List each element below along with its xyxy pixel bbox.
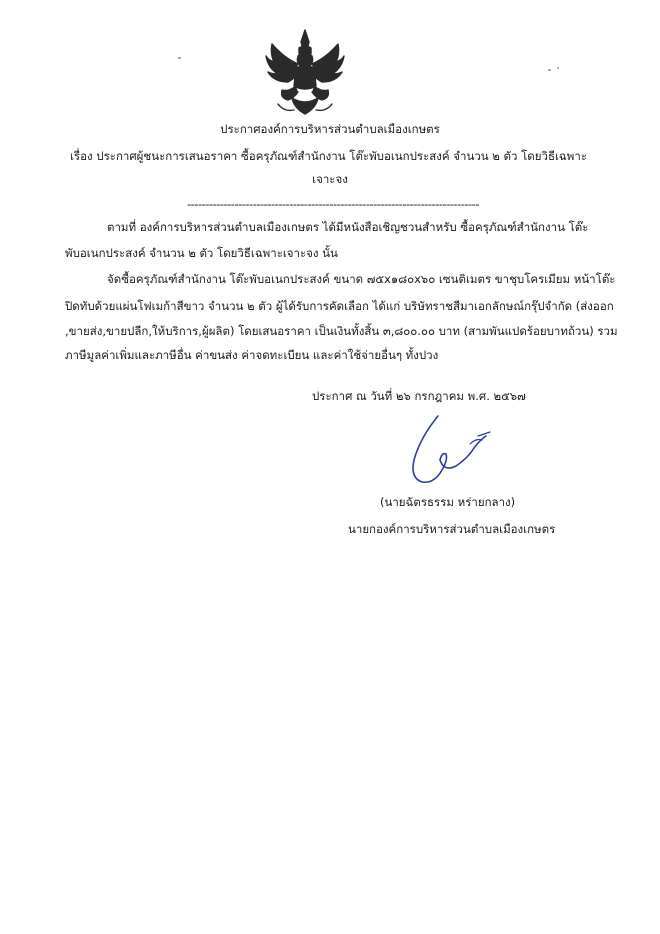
subject-line-1: เรื่อง ประกาศผู้ชนะการเสนอราคา ซื้อครุภัณฑ์สำนักงาน โต๊ะพับอเนกประสงค์ จำนวน ๒ ตัว โดยวิธีเฉพาะ — [70, 149, 587, 163]
paragraph-2-line-3: ,ขายส่ง,ขายปลีก,ให้บริการ,ผู้ผลิต) โดยเสนอราคา เป็นเงินทั้งสิ้น ๓,๘๐๐.๐๐ บาท (สามพันแปดร้อยบาทถ้วน) รวม — [65, 324, 618, 338]
announcement-title: ประกาศองค์การบริหารส่วนตำบลเมืองเกษตร — [220, 122, 440, 136]
paragraph-1-line-1: ตามที่ องค์การบริหารส่วนตำบลเมืองเกษตร ได้มีหนังสือเชิญชวนสำหรับ ซื้อครุภัณฑ์สำนักงาน โต๊ะ — [107, 220, 589, 234]
subject-line-2: เจาะจง — [312, 172, 348, 186]
garuda-emblem-icon — [262, 28, 348, 116]
signer-name: (นายฉัตรธรรม หร่ายกลาง) — [380, 495, 516, 509]
scan-speck — [557, 67, 559, 69]
paragraph-1-line-2: พับอเนกประสงค์ จำนวน ๒ ตัว โดยวิธีเฉพาะเจาะจง นั้น — [65, 246, 338, 260]
scan-speck — [178, 57, 181, 59]
paragraph-2-line-4: ภาษีมูลค่าเพิ่มและภาษีอื่น ค่าขนส่ง ค่าจดทะเบียน และค่าใช้จ่ายอื่นๆ ทั้งปวง — [65, 348, 439, 362]
paragraph-2-line-1: จัดซื้อครุภัณฑ์สำนักงาน โต๊ะพับอเนกประสงค์ ขนาด ๗๕x๑๘๐x๖๐ เซนติเมตร ขาชุบโครเมียม หน้าโต๊ะ — [107, 272, 616, 286]
paragraph-2-line-2: ปิดทับด้วยแผ่นโฟเมก้าสีขาว จำนวน ๒ ตัว ผู้ได้รับการคัดเลือก ได้แก่ บริษัทราชสีมาเอกลักษณ์กรุ๊ปจำกัด (ส่งออก — [65, 299, 614, 313]
signer-position: นายกองค์การบริหารส่วนตำบลเมืองเกษตร — [348, 522, 556, 536]
signature-icon — [400, 408, 500, 498]
announcement-date: ประกาศ ณ วันที่ ๒๖ กรกฎาคม พ.ศ. ๒๕๖๗ — [312, 389, 526, 403]
divider-line: -------------------------------------------------------------------------------- — [187, 197, 479, 211]
scan-speck — [548, 69, 551, 71]
